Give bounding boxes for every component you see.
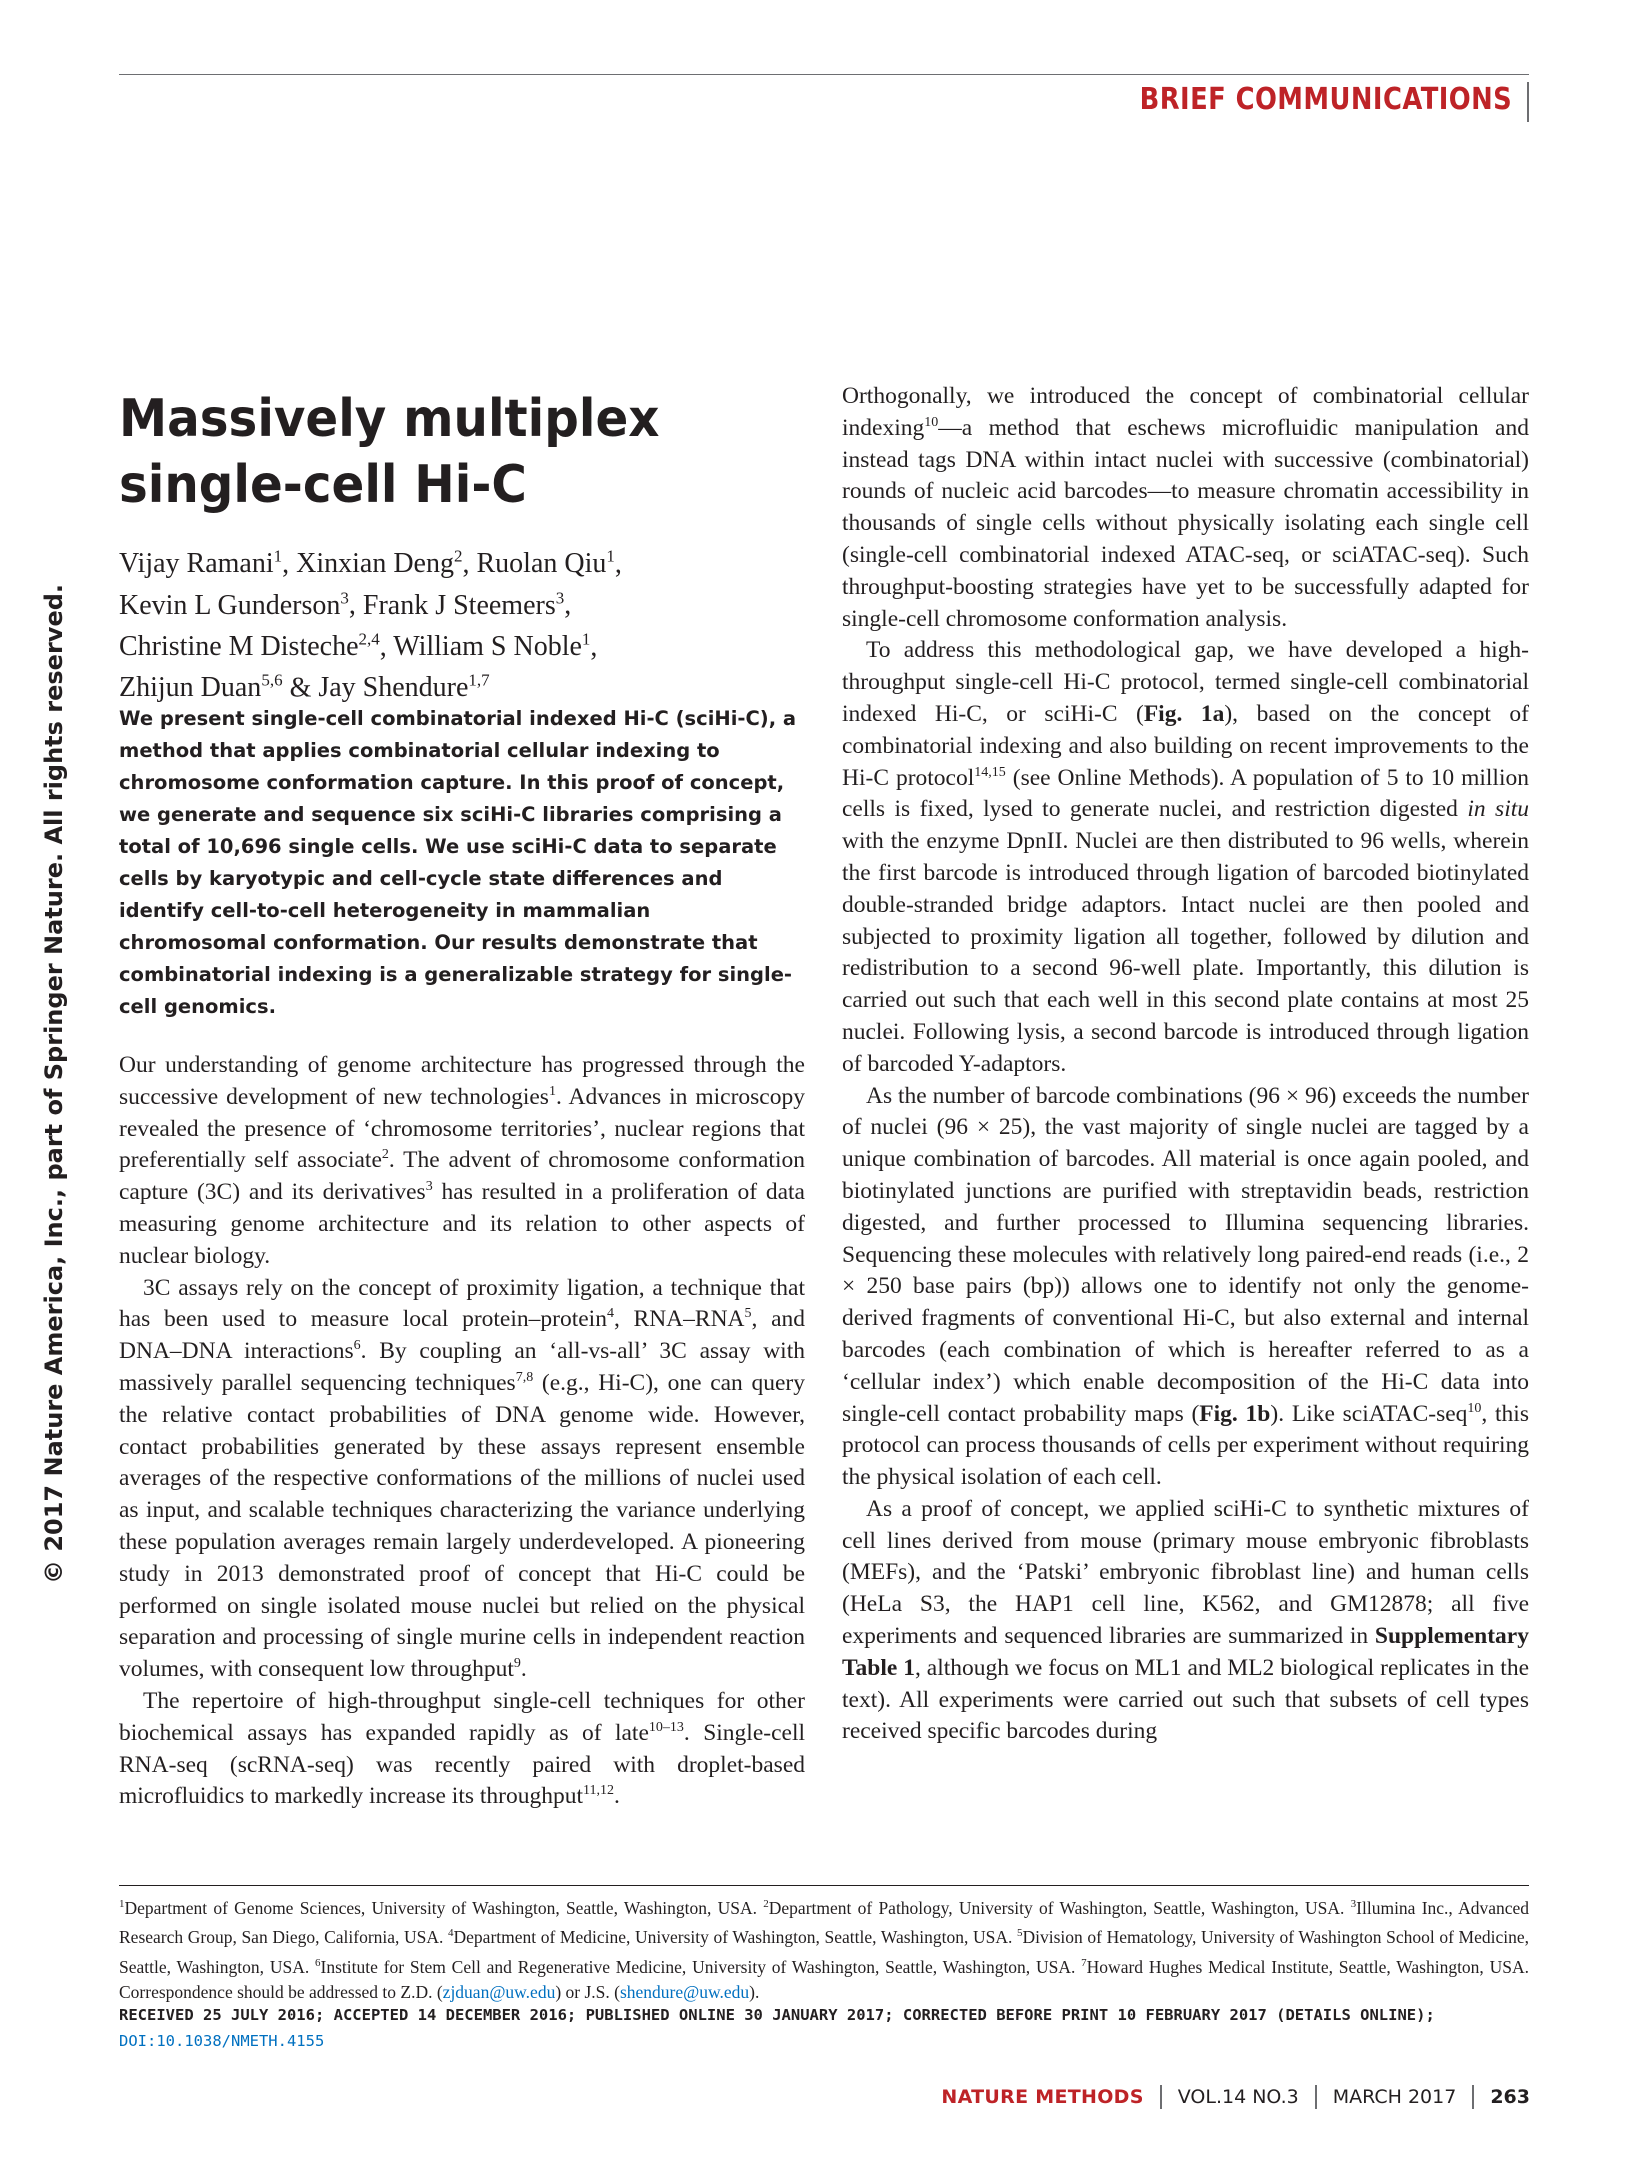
author-name: Vijay Ramani$^1$ [119,547,283,580]
footer-divider [1315,2085,1317,2109]
affiliation-marker: 3 [555,588,565,608]
body-paragraph: Our understanding of genome architecture has progressed through the successive development of new technologies$^1$. Advances in microscopy revealed the presence of ‘chromosome territories’, nuclear regions that preferentially self associate$^2$. The advent of chromosome conformation capture (3C) and its derivatives$^3$ has resulted in a proliferation of data measuring genome architecture and its relation to other aspects of nuclear biology. [119,1052,805,1269]
reference-marker: 4 [606,1306,614,1322]
reference-marker: 14,15 [974,764,1006,780]
reference-marker: 1 [548,1083,556,1099]
footnote-rule [119,1885,1529,1886]
body-paragraph: As a proof of concept, we applied sciHi-C to synthetic mixtures of cell lines derived from mouse (primary mouse embryonic fibroblasts (MEFs), and the ‘Patski’ embryonic fibroblast line) and human cells (HeLa S3, the HAP1 cell line, K562, and GM12878; all five experiments and sequenced libraries are summarized in Supplementary Table 1, although we focus on ML1 and ML2 biological replicates in the text). All experiments were carried out such that subsets of cell types received specific barcodes during [842,1495,1530,1745]
body-paragraph: To address this methodological gap, we have developed a high-throughput single-cell Hi-C protocol, termed single-cell combinatorial indexed Hi-C, or sciHi-C (Fig. 1a), based on the concept of combinatorial indexing and also building on recent improvements to the Hi-C protocol$^{14,15}$ (see Online Methods). A population of 5 to 10 million cells is fixed, lysed to generate nuclei, and restriction digested in situ with the enzyme DpnII. Nuclei are then distributed to 96 wells, wherein the first barcode is introduced through ligation of barcoded biotinylated double-stranded bridge adaptors. Intact nuclei are then pooled and subjected to proximity ligation all together, followed by dilution and redistribution to a second 96-well plate. Importantly, this dilution is carried out such that each well in this second plate contains at most 25 nuclei. Following lysis, a second barcode is introduced through ligation of barcoded Y-adaptors. [842,637,1530,1077]
affiliation-marker: 5,6 [261,670,283,690]
body-paragraph: As the number of barcode combinations (96 × 96) exceeds the number of nuclei (96 × 25), the vast majority of single nuclei are tagged by a unique combination of barcodes. All material is once again pooled, and biotinylated junctions are purified with streptavidin beads, restriction digested, and further processed to Illumina sequencing libraries. Sequencing these molecules with relatively long paired-end reads (i.e., 2 × 250 base pairs (bp)) allows one to identify not only the genome-derived fragments of conventional Hi-C, but also external and internal barcodes (each combination of which is hereafter referred to as a ‘cellular index’) which enable decomposition of the Hi-C data into single-cell contact probability maps (Fig. 1b). Like sciATAC-seq$^{10}$, this protocol can process thousands of cells per experiment without requiring the physical isolation of each cell. [842,1082,1529,1491]
author-name: Christine M Disteche$^{2,4}$ [119,629,380,662]
body-column-left [119,1050,805,1813]
reference-marker: 4 [448,1927,454,1940]
affiliation-marker: 1,7 [468,670,490,690]
reference-marker: 7,8 [515,1370,534,1386]
reference-marker: 5 [744,1306,752,1322]
doi-link[interactable]: DOI:10.1038/NMETH.4155 [119,2032,325,2050]
affiliation-marker: 2,4 [358,629,380,649]
article-title [119,386,770,518]
footer-divider [1472,2085,1474,2109]
bold-reference: Fig. 1b [1199,1400,1271,1427]
italic-term: in situ [1467,796,1530,823]
reference-marker: 10 [1467,1400,1482,1416]
author-name: Xinxian Deng$^2$ [296,547,463,580]
author-name: William S Noble$^1$ [393,629,591,662]
volume-issue: VOL.14 NO.3 [1177,2086,1299,2108]
author-name: Ruolan Qiu$^1$ [476,547,615,580]
author-name: Zhijun Duan$^{5,6}$ [119,670,283,704]
bold-reference: Supplementary Table 1 [842,1623,1529,1681]
abstract: We present single-cell combinatorial indexed Hi-C (sciHi-C), a method that applies combinatorial cellular indexing to chromosome conformation capture. In this proof of concept, we generate and sequence six sciHi-C libraries comprising a total of 10,696 single cells. We use sciHi-C data to separate cells by karyotypic and cell-cycle state differences and identify cell-to-cell heterogeneity in mammalian chromosomal conformation. Our results demonstrate that combinatorial indexing is a generalizable strategy for single-cell genomics. [119,707,797,1018]
copyright-notice: © 2017 Nature America, Inc., part of Springer Nature. All rights reserved. [40,583,68,1585]
email-link[interactable]: shendure@uw.edu [619,1981,750,2002]
bold-reference: Fig. 1a [1143,700,1225,727]
section-label: BRIEF COMMUNICATIONS [1139,82,1512,117]
page-footer [941,2085,1530,2109]
received-dates: RECEIVED 25 JULY 2016; ACCEPTED 14 DECEMBER 2016; PUBLISHED ONLINE 30 JANUARY 2017; CORRECTED BEFORE PRINT 10 FEBRUARY 2017 (DETAILS ONLINE); [119,2006,1435,2024]
author-name: Frank J Steemers$^3$ [362,588,565,621]
affiliation-marker: 3 [340,588,349,608]
body-paragraph: Orthogonally, we introduced the concept of combinatorial cellular indexing$^{10}$—a method that eschews microfluidic manipulation and instead tags DNA within intact nuclei with successive (combinatorial) rounds of nucleic acid barcodes—to measure chromatin accessibility in thousands of single cells without physically isolating each single cell (single-cell combinatorial indexed ATAC-seq, or sciATAC-seq). Such throughput-boosting strategies have yet to be successfully adapted for single-cell chromosome conformation analysis. [842,383,1529,632]
body-paragraph: 3C assays rely on the concept of proximity ligation, a technique that has been used to measure local protein–protein$^4$, RNA–RNA$^5$, and DNA–DNA interactions$^6$. By coupling an ‘all-vs-all’ 3C assay with massively parallel sequencing techniques$^{7,8}$ (e.g., Hi-C), one can query the relative contact probabilities of DNA genome wide. However, contact probabilities generated by these assays represent ensemble averages of the respective conformations of the millions of nuclei used as input, and scalable techniques characterizing the variance underlying these population averages remain largely underdeveloped. A pioneering study in 2013 demonstrated proof of concept that Hi-C could be performed on single isolated mouse nuclei but relied on the physical separation and processing of single murine cells in independent reaction volumes, with consequent low throughput$^9$. [119,1274,806,1683]
reference-marker: 11,12 [583,1783,614,1799]
reference-marker: 9 [513,1656,521,1672]
reference-marker: 5 [1017,1927,1023,1940]
title-line-1: Massively multiplex [119,389,660,449]
author-list: Vijay Ramani$^1$, Xinxian Deng$^2$, Ruolan Qiu$^1$, Kevin L Gunderson$^3$, Frank J Steemers$^3$, Christine M Disteche$^{2,4}$, William S Noble$^1$, Zhijun Duan$^{5,6}$ & Jay Shendure$^{1,7}$ [119,547,622,704]
title-line-2: single-cell Hi-C [119,455,527,515]
affiliation-marker: 1 [581,629,591,649]
footer-divider [1160,2085,1162,2109]
affiliations: $^1$Department of Genome Sciences, University of Washington, Seattle, Washington, USA. $^2$Department of Pathology, University of Washington, Seattle, Washington, USA. $^3$Illumina Inc., Advanced Research Group, San Diego, California, USA. $^4$Department of Medicine, University of Washington, Seattle, Washington, USA. $^5$Division of Hematology, University of Washington School of Medicine, Seattle, Washington, USA. $^6$Institute for Stem Cell and Regenerative Medicine, University of Washington, Seattle, Washington, USA. $^7$Howard Hughes Medical Institute, Seattle, Washington, USA. Correspondence should be addressed to Z.D. (zjduan@uw.edu) or J.S. (shendure@uw.edu). [119,1897,1530,2002]
journal-name: NATURE METHODS [941,2086,1144,2108]
affiliation-marker: 2 [453,547,463,566]
issue-date: MARCH 2017 [1332,2086,1457,2108]
reference-marker: 1 [119,1898,125,1910]
reference-marker: 7 [1081,1956,1087,1969]
header-divider [1527,82,1529,122]
reference-marker: 3 [425,1179,433,1195]
reference-marker: 2 [763,1898,769,1910]
page-number: 263 [1490,2086,1530,2108]
author-name: Jay Shendure$^{1,7}$ [318,670,490,704]
reference-marker: 10–13 [648,1719,684,1735]
body-paragraph: The repertoire of high-throughput single-cell techniques for other biochemical assays has expanded rapidly as of late$^{10-13}$. Single-cell RNA-seq (scRNA-seq) was recently paired with droplet-based microfluidics to markedly increase its throughput$^{11,12}$. [119,1687,805,1810]
reference-marker: 2 [381,1147,389,1163]
reference-marker: 6 [315,1956,321,1969]
reference-marker: 10 [924,414,939,430]
affiliation-marker: 1 [273,547,283,566]
email-link[interactable]: zjduan@uw.edu [442,1981,556,2002]
affiliation-marker: 1 [606,547,615,566]
reference-marker: 6 [353,1338,361,1354]
header-rule [119,74,1529,75]
author-name: Kevin L Gunderson$^3$ [119,588,349,621]
reference-marker: 3 [1350,1898,1357,1910]
body-column-right [842,381,1529,1748]
